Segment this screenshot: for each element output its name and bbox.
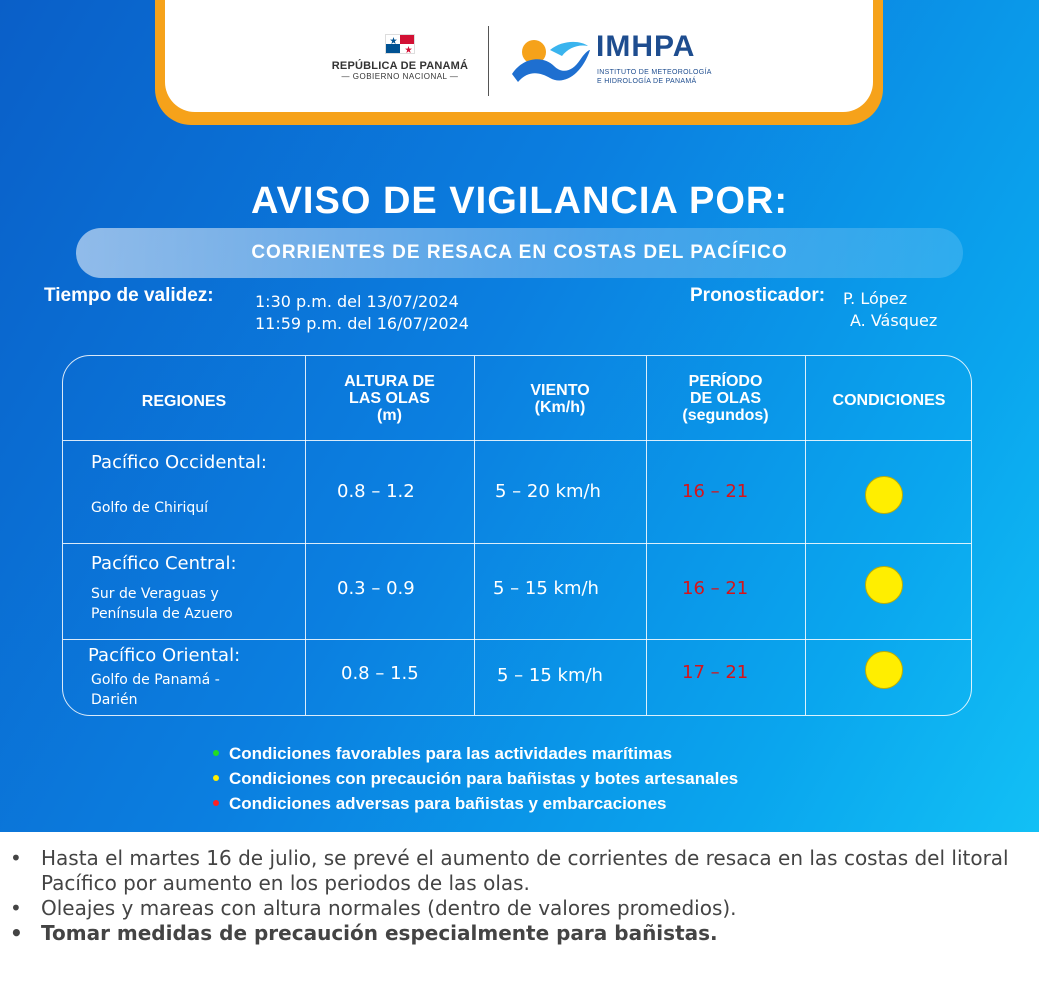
- yellow-dot-icon: [213, 775, 219, 781]
- note-item-emphasis: • Tomar medidas de precaución especialmente para bañistas.: [10, 921, 718, 945]
- legend-item-favorable: Condiciones favorables para las actividades marítimas: [213, 741, 738, 766]
- wave-period: 17 – 21: [682, 662, 749, 683]
- subtitle-pill: CORRIENTES DE RESACA EN COSTAS DEL PACÍFICO: [76, 228, 963, 278]
- gov-title: REPÚBLICA DE PANAMÁ: [331, 60, 469, 72]
- region-name: Pacífico Occidental:: [91, 452, 267, 473]
- conditions-table: [62, 355, 972, 716]
- wave-height: 0.8 – 1.5: [341, 663, 419, 684]
- region-name: Pacífico Central:: [91, 553, 237, 574]
- note-item: • Hasta el martes 16 de julio, se prevé el aumento de corrientes de resaca en las costas del litoral Pacífico por aumento en los periodos de las olas.: [10, 846, 1009, 895]
- government-logo: [320, 34, 480, 81]
- region-subarea: Sur de Veraguas y Península de Azuero: [91, 586, 233, 622]
- wave-period: 16 – 21: [682, 578, 749, 599]
- imhpa-subtitle: INSTITUTO DE METEOROLOGÍA E HIDROLOGÍA DE PANAMÁ: [597, 69, 712, 85]
- panama-flag-icon: [385, 34, 415, 54]
- wave-height: 0.8 – 1.2: [337, 481, 415, 502]
- validity-to: 11:59 p.m. del 16/07/2024: [255, 314, 469, 333]
- main-title: AVISO DE VIGILANCIA POR:: [250, 180, 789, 222]
- wave-period: 16 – 21: [682, 481, 749, 502]
- wind-speed: 5 – 20 km/h: [495, 481, 601, 502]
- region-subarea: Golfo de Chiriquí: [91, 500, 209, 516]
- bullet-icon: •: [10, 921, 23, 945]
- wind-speed: 5 – 15 km/h: [493, 578, 599, 599]
- region-subarea: Golfo de Panamá - Darién: [91, 672, 220, 708]
- forecaster-name-1: P. López: [843, 289, 908, 308]
- bullet-icon: •: [10, 846, 22, 870]
- legend-item-adverse: Condiciones adversas para bañistas y embarcaciones: [213, 791, 738, 816]
- condition-yellow-icon: [865, 566, 903, 604]
- bullet-icon: •: [10, 896, 22, 920]
- header-altura: ALTURA DE LAS OLAS (m): [344, 373, 435, 424]
- wave-height: 0.3 – 0.9: [337, 578, 415, 599]
- wind-speed: 5 – 15 km/h: [497, 665, 603, 686]
- note-item: • Oleajes y mareas con altura normales (dentro de valores promedios).: [10, 896, 737, 920]
- header-periodo: PERÍODO DE OLAS (segundos): [682, 373, 769, 424]
- condition-yellow-icon: [865, 476, 903, 514]
- validity-values: [255, 291, 469, 335]
- forecaster-label: Pronosticador:: [690, 285, 826, 306]
- legend-item-caution: Condiciones con precaución para bañistas y botes artesanales: [213, 766, 738, 791]
- conditions-legend: [213, 741, 738, 816]
- validity-label: Tiempo de validez:: [44, 285, 214, 306]
- region-name: Pacífico Oriental:: [88, 645, 241, 666]
- condition-yellow-icon: [865, 651, 903, 689]
- header-condiciones: CONDICIONES: [832, 392, 946, 409]
- forecaster-name-2: A. Vásquez: [850, 311, 938, 330]
- validity-from: 1:30 p.m. del 13/07/2024: [255, 292, 459, 311]
- header-viento: VIENTO (Km/h): [530, 382, 590, 416]
- red-dot-icon: [213, 800, 219, 806]
- imhpa-title: IMHPA: [596, 30, 696, 63]
- header-divider: [488, 26, 489, 96]
- notes-list: [10, 846, 1032, 946]
- forecaster-names: [843, 288, 937, 332]
- gov-subtitle: — GOBIERNO NACIONAL —: [341, 72, 459, 81]
- header-regiones: REGIONES: [141, 393, 227, 410]
- green-dot-icon: [213, 750, 219, 756]
- imhpa-wave-logo-icon: [510, 34, 590, 90]
